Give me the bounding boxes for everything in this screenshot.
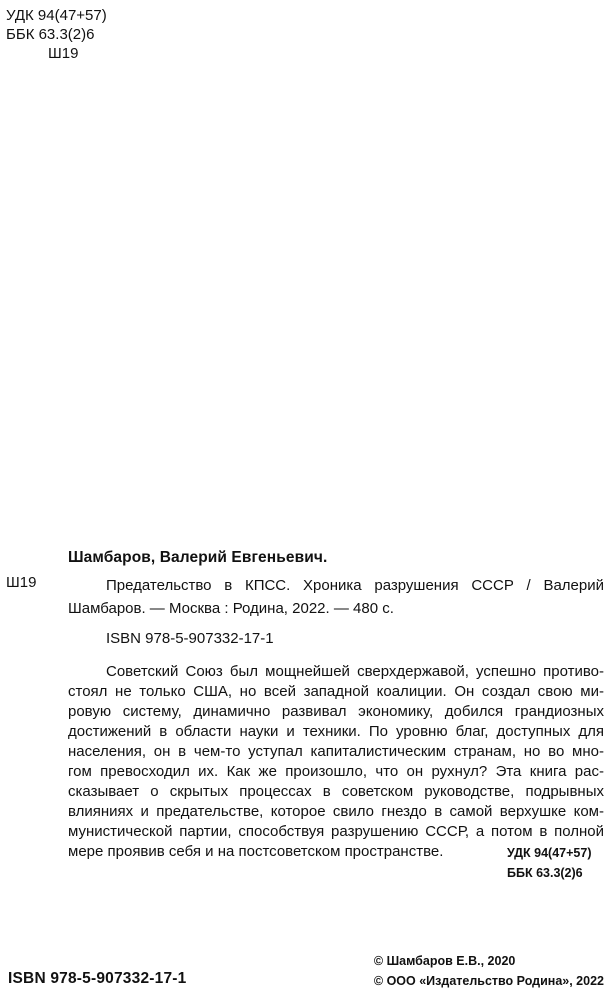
annotation-line: Советский Союз был мощнейшей сверхдержавой, успешно противо- — [106, 663, 604, 680]
author-name: Шамбаров, Валерий Евгеньевич. — [68, 549, 328, 566]
bibliographic-description — [68, 574, 604, 620]
annotation-line: сказывает о скрытых процессах в советском руководстве, подрывных — [68, 783, 604, 800]
author-mark-top: Ш19 — [48, 45, 79, 62]
classification-top — [6, 6, 107, 63]
copyright-publisher: © ООО «Издательство Родина», 2022 — [373, 974, 604, 988]
isbn-footer: ISBN 978-5-907332-17-1 — [8, 970, 187, 987]
annotation-line: населения, он в чем-то уступал капиталистическим странам, но во мно- — [68, 743, 604, 760]
classification-bottom — [507, 843, 592, 883]
author-mark: Ш19 — [6, 574, 37, 591]
isbn-entry: ISBN 978-5-907332-17-1 — [106, 630, 274, 647]
bbk-code-top: ББК 63.3(2)6 — [6, 26, 95, 43]
annotation-line: влияниях и предательстве, которое свило гнездо в самой верхушке ком- — [68, 803, 604, 820]
annotation-line: гом превосходил их. Как же произошло, что он рухнул? Эта книга рас- — [68, 763, 604, 780]
bibliographic-line-1: Предательство в КПСС. Хроника разрушения СССР / Валерий — [106, 577, 604, 594]
annotation-line: мунистической партии, способствуя разрушению СССР, а потом в полной — [68, 823, 604, 840]
copyright-block — [374, 951, 604, 991]
udk-code-bottom: УДК 94(47+57) — [507, 846, 592, 860]
bibliographic-line-2: Шамбаров. — Москва : Родина, 2022. — 480 с. — [68, 600, 394, 617]
annotation — [68, 662, 604, 862]
annotation-line: достижений в области науки и техники. По уровню благ, доступных для — [68, 723, 604, 740]
annotation-line: ровую систему, динамично развивал экономику, добился грандиозных — [68, 703, 604, 720]
bbk-code-bottom: ББК 63.3(2)6 — [507, 866, 583, 880]
copyright-author: © Шамбаров Е.В., 2020 — [373, 954, 516, 968]
udk-code-top: УДК 94(47+57) — [6, 7, 107, 24]
annotation-line: стоял не только США, но всей западной коалиции. Он создал свою ми- — [68, 683, 604, 700]
annotation-line: мере проявив себя и на постсоветском пространстве. — [68, 843, 444, 860]
